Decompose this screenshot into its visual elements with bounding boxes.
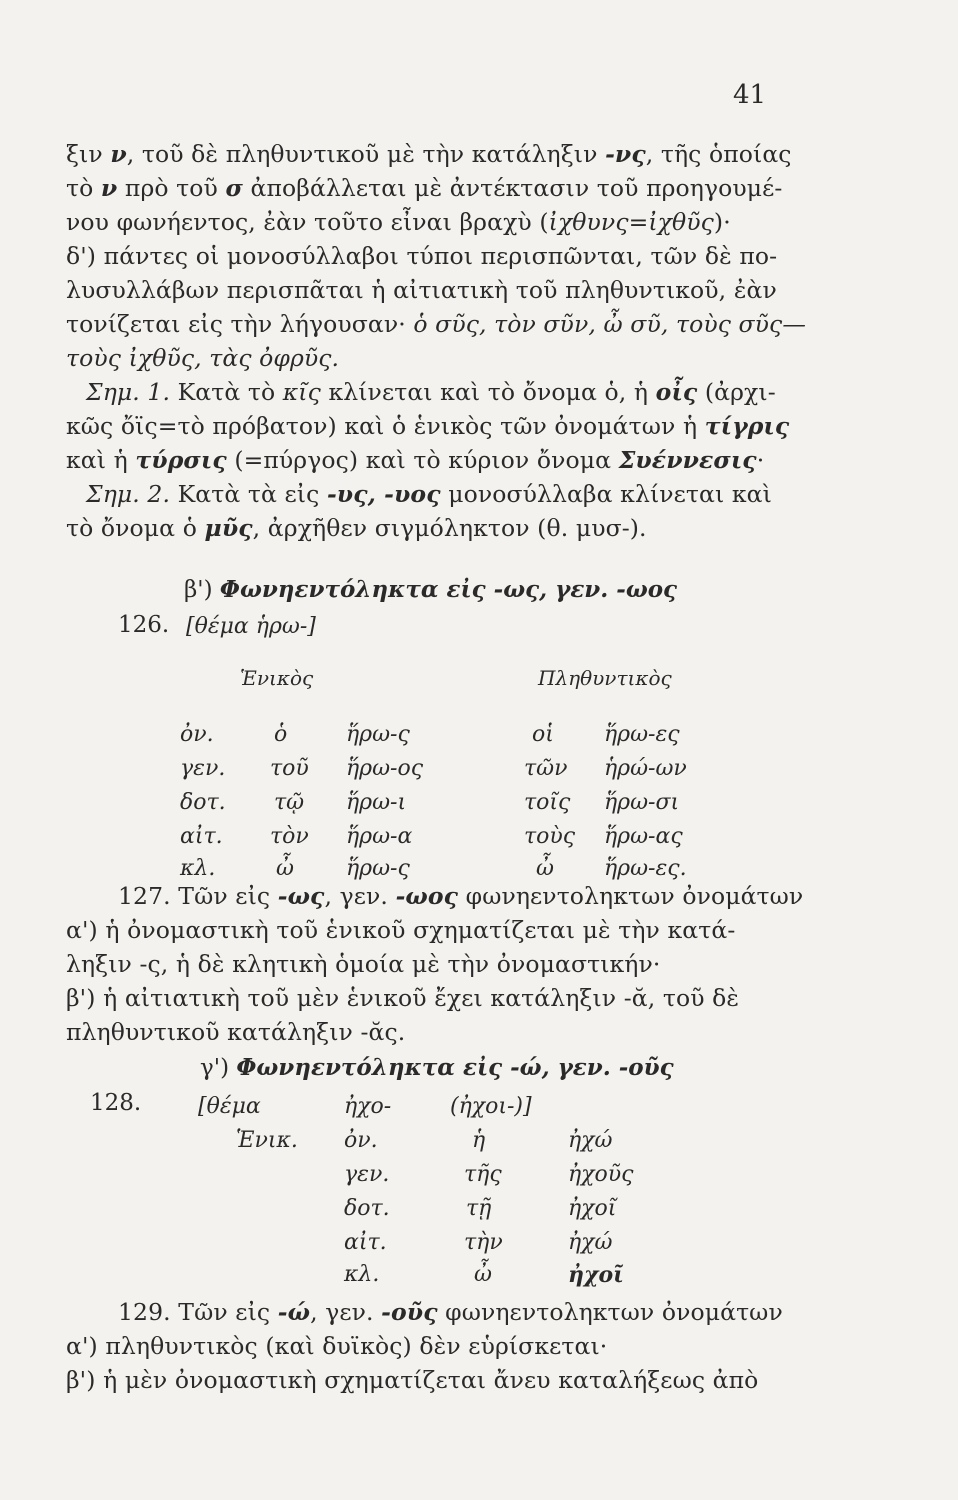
note-line bbox=[66, 444, 806, 476]
form: ἥρω-ος bbox=[346, 756, 424, 781]
emph: ν bbox=[110, 140, 127, 168]
note-label: Σημ. 1. bbox=[86, 378, 171, 406]
emph: οἶς bbox=[655, 378, 698, 406]
text-line: λυσυλλάβων περισπᾶται ἡ αἰτιατικὴ τοῦ πληθυντικοῦ, ἐὰν bbox=[66, 276, 777, 304]
form: ἠχοῦς bbox=[568, 1162, 634, 1187]
emph: κῖς bbox=[282, 378, 321, 406]
text-line: τοὺς ἰχθῦς, τὰς ὀφρῦς. bbox=[66, 344, 340, 372]
article: τὴν bbox=[464, 1230, 503, 1255]
case-label: κλ. bbox=[344, 1262, 380, 1287]
text-line bbox=[66, 206, 806, 238]
form: ἥρω-ς bbox=[346, 856, 410, 881]
text: , τοῦ δὲ πληθυντικοῦ μὲ τὴν κατάληξιν bbox=[126, 140, 606, 168]
case-label: δοτ. bbox=[344, 1196, 390, 1221]
text: πρὸ τοῦ bbox=[117, 174, 226, 202]
text: , γεν. bbox=[310, 1298, 382, 1326]
theme-note: [θέμα bbox=[198, 1094, 261, 1119]
emph: τίγρις bbox=[704, 412, 790, 440]
text: , ἀρχῆθεν σιγμόληκτον (θ. μυσ-). bbox=[252, 514, 647, 542]
text-line: πληθυντικοῦ κατάληξιν -ᾰς. bbox=[66, 1018, 406, 1046]
text: Τῶν εἰς bbox=[170, 1298, 278, 1326]
article: τῆς bbox=[464, 1162, 502, 1187]
text-line bbox=[66, 138, 806, 170]
emph: -ώ bbox=[277, 1298, 311, 1326]
note-line bbox=[66, 410, 806, 442]
text-line bbox=[118, 880, 858, 912]
text: κῶς ὄϊς=τὸ πρόβατον) καὶ ὁ ἑνικὸς τῶν ὀνομάτων ἡ bbox=[66, 412, 705, 440]
text: νου φωνήεντος, ἐὰν τοῦτο εἶναι βραχὺ ( bbox=[66, 208, 549, 236]
text: φωνηεντοληκτων ὀνομάτων bbox=[437, 1298, 783, 1326]
article: ὦ bbox=[276, 856, 294, 881]
theme-stem-alt: (ἠχοι-)] bbox=[450, 1094, 532, 1119]
note-line bbox=[66, 512, 806, 544]
form: ἥρω-σι bbox=[604, 790, 680, 815]
section-heading bbox=[200, 1054, 674, 1081]
emph: -οῦς bbox=[381, 1298, 438, 1326]
emph: σ bbox=[225, 174, 243, 202]
emph: ὁ σῦς, τὸν σῦν, ὦ σῦ, τοὺς σῦς— bbox=[413, 310, 806, 338]
text: τονίζεται εἰς τὴν λήγουσαν· bbox=[66, 310, 414, 338]
theme-note: [θέμα ἡρω-] bbox=[186, 614, 316, 639]
text-line bbox=[66, 172, 806, 204]
form: ἠχοῖ bbox=[568, 1196, 617, 1221]
text: καὶ ἡ bbox=[66, 446, 136, 474]
article: τῶν bbox=[524, 756, 568, 781]
case-label: γεν. bbox=[180, 756, 226, 781]
form: ἥρω-ες. bbox=[604, 856, 687, 881]
text: (=πύργος) καὶ τὸ κύριον ὄνομα bbox=[226, 446, 619, 474]
article: τῇ bbox=[466, 1196, 492, 1221]
case-label: αἰτ. bbox=[180, 824, 223, 849]
case-label: ὀν. bbox=[180, 722, 214, 747]
case-label: ὀν. bbox=[344, 1128, 378, 1153]
article: ἡ bbox=[472, 1128, 486, 1153]
emph: -νς bbox=[605, 140, 646, 168]
note-label: Σημ. 2. bbox=[86, 480, 171, 508]
article: οἱ bbox=[532, 722, 554, 747]
text: , τῆς ὁποίας bbox=[645, 140, 792, 168]
text: Κατὰ τὸ bbox=[170, 378, 283, 406]
emph: -ως bbox=[277, 882, 325, 910]
note-line bbox=[86, 376, 826, 408]
form: ἥρω-α bbox=[346, 824, 413, 849]
text: ἀποβάλλεται μὲ ἀντέκτασιν τοῦ προηγουμέ- bbox=[242, 174, 783, 202]
text-line: δ') πάντες οἱ μονοσύλλαβοι τύποι περισπῶνται, τῶν δὲ πο- bbox=[66, 242, 778, 270]
section-title: Φωνηεντόληκτα εἰς -ώ, γεν. -οῦς bbox=[236, 1054, 674, 1081]
emph: ἰχθυνς=ἰχθῦς bbox=[548, 208, 714, 236]
case-label: δοτ. bbox=[180, 790, 226, 815]
form: ἥρω-ες bbox=[604, 722, 680, 747]
case-label: γεν. bbox=[344, 1162, 390, 1187]
form: ἡρώ-ων bbox=[604, 756, 687, 781]
text-line: α') πληθυντικὸς (καὶ δυϊκὸς) δὲν εὑρίσκεται· bbox=[66, 1332, 608, 1360]
form: ἠχώ bbox=[568, 1230, 613, 1255]
article: ὦ bbox=[536, 856, 554, 881]
paragraph-number: 126. bbox=[118, 612, 170, 638]
text-line bbox=[118, 1296, 858, 1328]
text: Κατὰ τὰ εἰς bbox=[170, 480, 327, 508]
article: τὸν bbox=[270, 824, 309, 849]
article: τῷ bbox=[274, 790, 305, 815]
section-label: γ') bbox=[200, 1055, 237, 1081]
text: τὸ ὄνομα ὁ bbox=[66, 514, 205, 542]
plural-heading: Πληθυντικὸς bbox=[538, 666, 672, 690]
text: τὸ bbox=[66, 174, 101, 202]
emph: τύρσις bbox=[135, 446, 227, 474]
case-label: κλ. bbox=[180, 856, 216, 881]
article: ὦ bbox=[474, 1262, 492, 1287]
text: , γεν. bbox=[324, 882, 396, 910]
form: ἥρω-ας bbox=[604, 824, 683, 849]
page-number: 41 bbox=[733, 80, 767, 110]
form: ἥρω-ς bbox=[346, 722, 410, 747]
text-line: ληξιν -ς, ἡ δὲ κλητικὴ ὁμοία μὲ τὴν ὀνομαστικήν· bbox=[66, 950, 661, 978]
text: Τῶν εἰς bbox=[170, 882, 278, 910]
article: τοῖς bbox=[524, 790, 571, 815]
section-title: Φωνηεντόληκτα εἰς -ως, γεν. -ωος bbox=[219, 576, 678, 603]
note-line bbox=[86, 478, 826, 510]
paragraph-number: 128. bbox=[90, 1090, 142, 1116]
paragraph-number: 129. bbox=[118, 1298, 171, 1326]
text-line bbox=[66, 308, 806, 340]
text: φωνηεντοληκτων ὀνομάτων bbox=[458, 882, 804, 910]
singular-heading: Ἑνικὸς bbox=[240, 666, 314, 690]
section-heading bbox=[184, 576, 677, 603]
emph: -ωος bbox=[395, 882, 459, 910]
article: τοὺς bbox=[524, 824, 576, 849]
paragraph-number: 127. bbox=[118, 882, 171, 910]
section-label: β') bbox=[184, 577, 220, 603]
emph: ν bbox=[100, 174, 118, 202]
form: ἠχοῖ bbox=[568, 1262, 624, 1288]
text-line: α') ἡ ὀνομαστικὴ τοῦ ἑνικοῦ σχηματίζεται μὲ τὴν κατά- bbox=[66, 916, 736, 944]
form: ἥρω-ι bbox=[346, 790, 407, 815]
text: ξιν bbox=[66, 140, 111, 168]
emph: Συέννεσις bbox=[618, 446, 757, 474]
theme-stem: ἠχο- bbox=[344, 1094, 392, 1119]
article: ὁ bbox=[274, 722, 288, 747]
singular-heading: Ἑνικ. bbox=[236, 1128, 298, 1153]
text-line: β') ἡ αἰτιατικὴ τοῦ μὲν ἑνικοῦ ἔχει κατάληξιν -ᾰ, τοῦ δὲ bbox=[66, 984, 740, 1012]
text-line: β') ἡ μὲν ὀνομαστικὴ σχηματίζεται ἄνευ καταλήξεως ἀπὸ bbox=[66, 1366, 759, 1394]
text: )· bbox=[713, 208, 731, 236]
form: ἠχώ bbox=[568, 1128, 613, 1153]
text: κλίνεται καὶ τὸ ὄνομα ὁ, ἡ bbox=[320, 378, 656, 406]
article: τοῦ bbox=[270, 756, 309, 781]
case-label: αἰτ. bbox=[344, 1230, 387, 1255]
emph: -υς, -υος bbox=[326, 480, 441, 508]
text: μονοσύλλαβα κλίνεται καὶ bbox=[440, 480, 772, 508]
emph: μῦς bbox=[204, 514, 253, 542]
text: · bbox=[756, 446, 765, 474]
text: (ἀρχι- bbox=[697, 378, 776, 406]
